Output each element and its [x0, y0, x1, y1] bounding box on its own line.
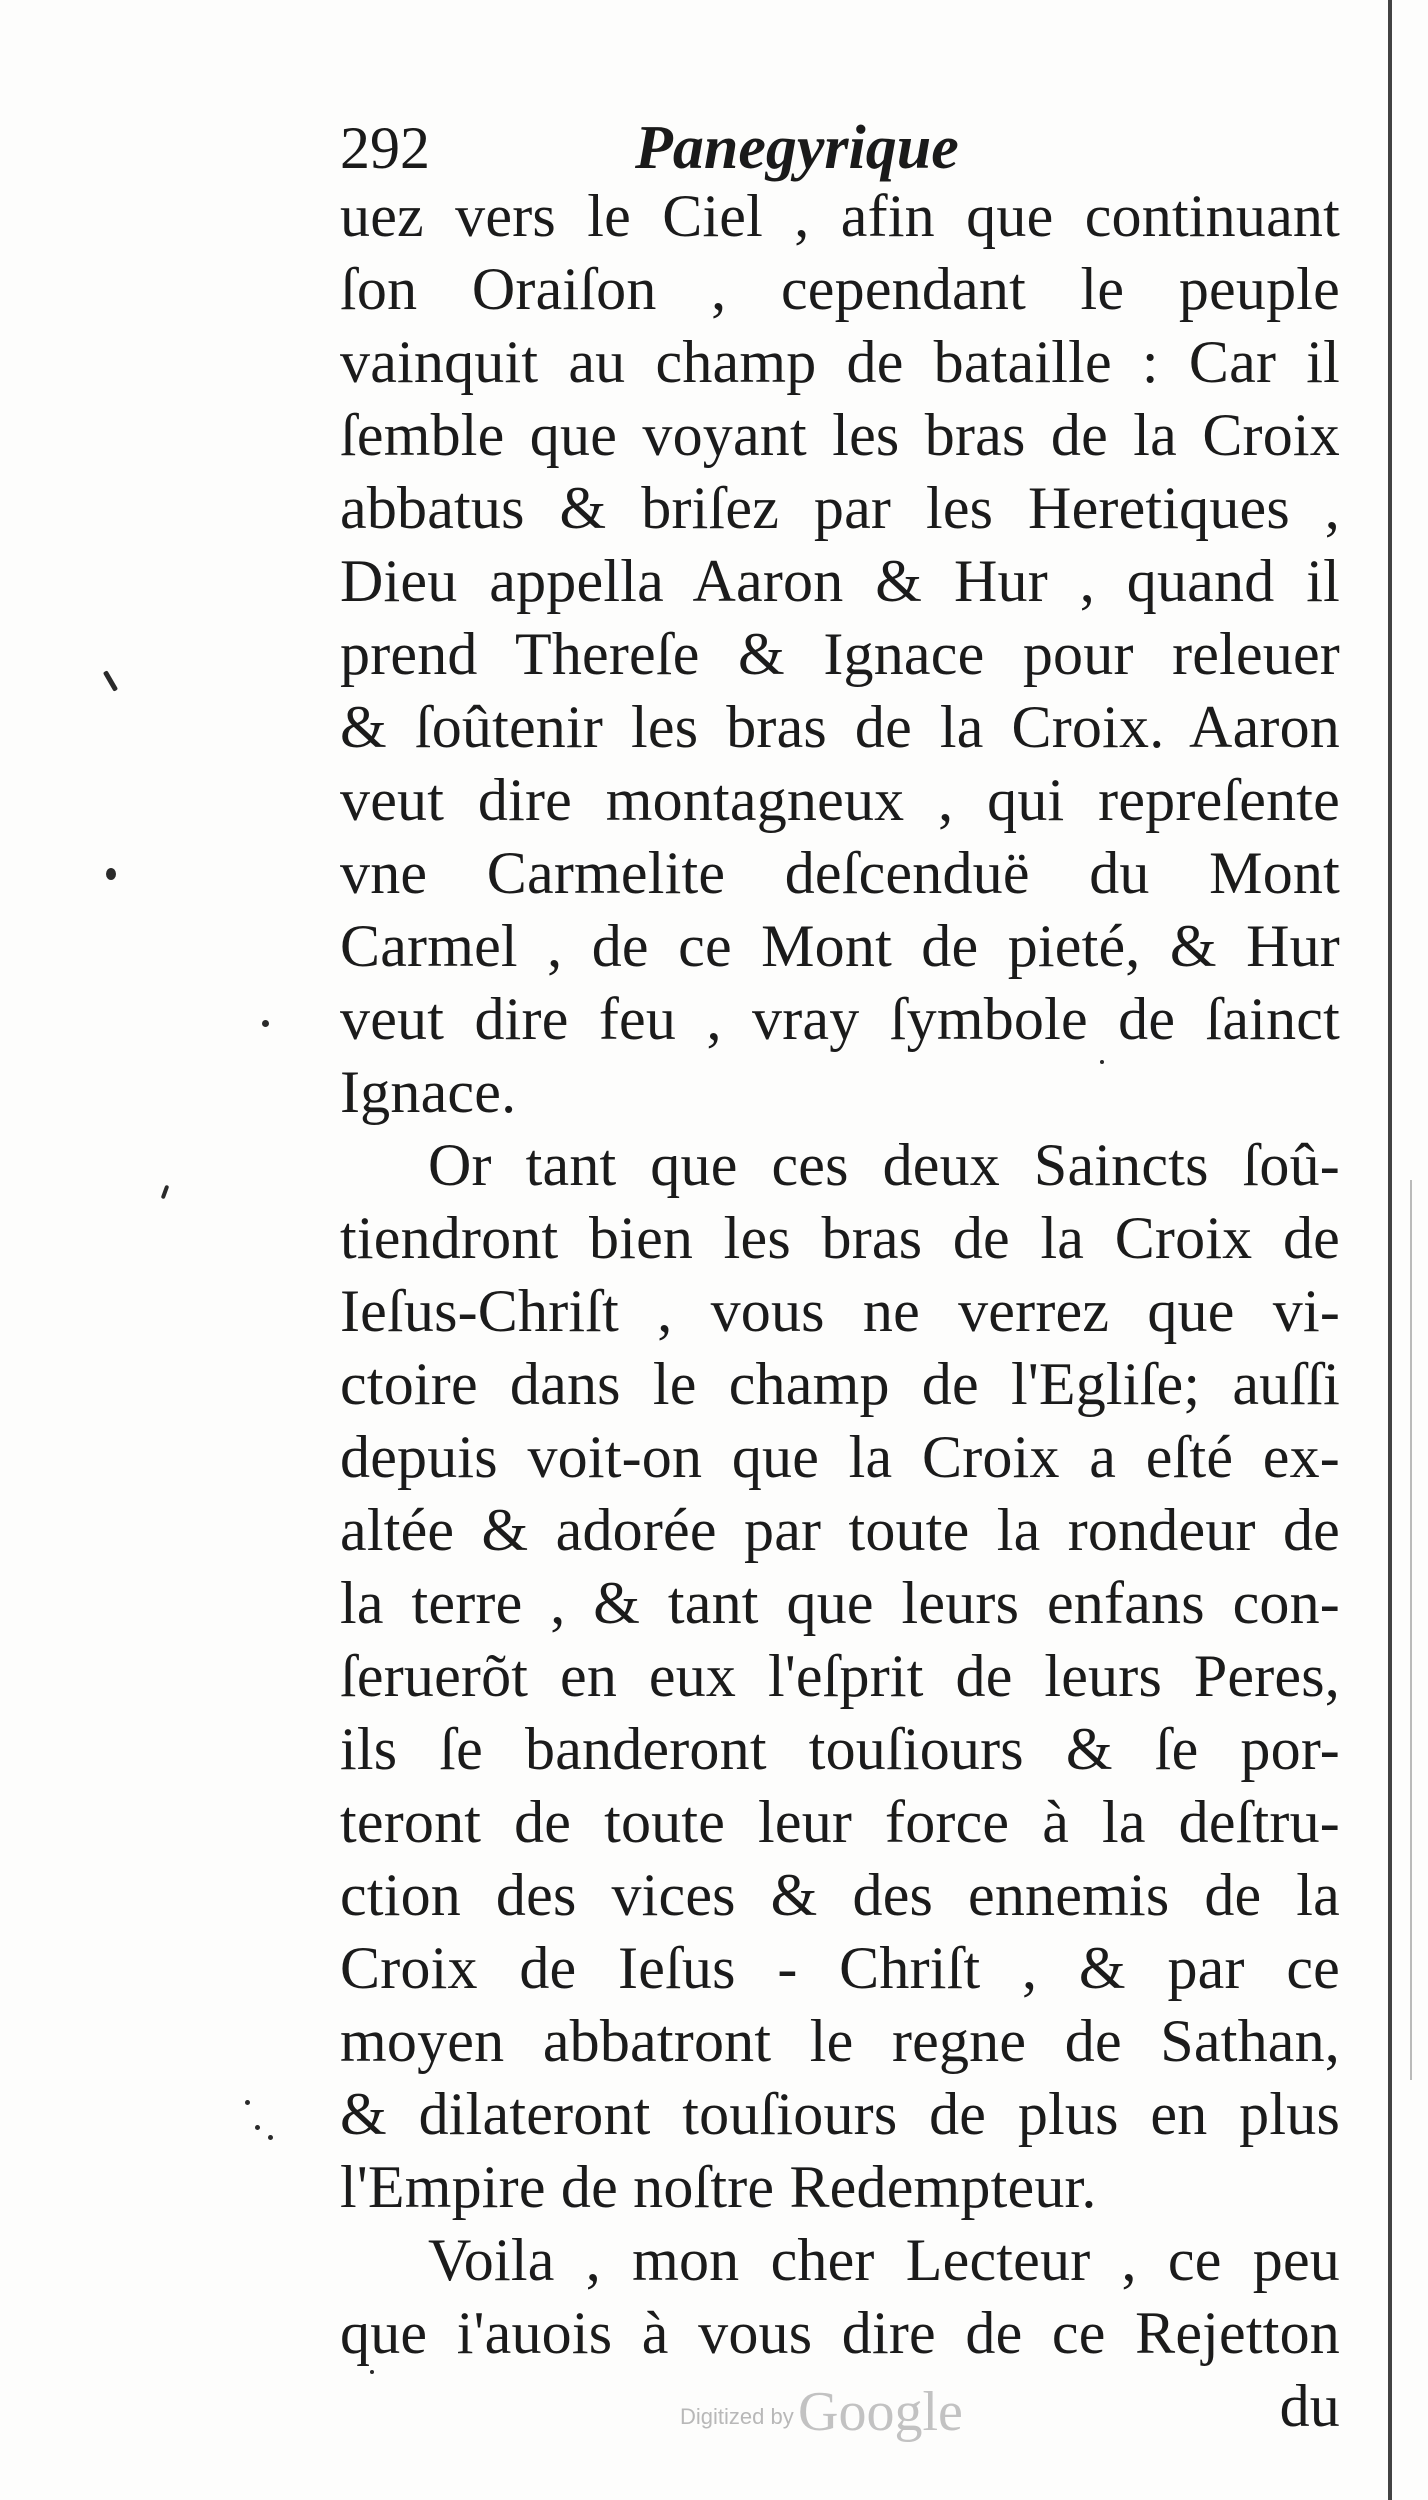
- text-line: ctoire dans le champ de l'Egliſe; auſſi: [340, 1351, 1340, 1417]
- paragraph-start-line: Voila , mon cher Lecteur , ce peu: [428, 2227, 1340, 2293]
- text-line: abbatus & briſez par les Heretiques ,: [340, 475, 1340, 541]
- text-line: veut dire montagneux , qui repreſente: [340, 767, 1340, 833]
- text-line: ils ſe banderont touſiours & ſe por-: [340, 1716, 1340, 1782]
- text-line: altée & adorée par toute la rondeur de: [340, 1497, 1340, 1563]
- text-line: uez vers le Ciel , afin que continuant: [340, 183, 1340, 249]
- scan-speck: [1100, 1060, 1104, 1064]
- text-line: ction des vices & des ennemis de la: [340, 1862, 1340, 1928]
- digitization-watermark: [680, 2380, 1000, 2450]
- paragraph-start-line: Or tant que ces deux Saincts ſoû-: [428, 1132, 1340, 1198]
- scan-speck: [262, 1020, 269, 1027]
- text-line: ſemble que voyant les bras de la Croix: [340, 402, 1340, 468]
- running-head: Panegyrique: [635, 114, 959, 182]
- watermark-prefix: Digitized by: [680, 2404, 794, 2429]
- text-line: ſon Oraiſon , cependant le peuple: [340, 256, 1340, 322]
- catchword: du: [1279, 2373, 1340, 2439]
- scan-speck: [255, 2125, 260, 2130]
- google-logo: Google: [798, 2381, 963, 2443]
- text-line: prend Thereſe & Ignace pour releuer: [340, 621, 1340, 687]
- text-line: moyen abbatront le regne de Sathan,: [340, 2008, 1340, 2074]
- text-line: Ignace.: [340, 1059, 517, 1125]
- scan-speck: [370, 2370, 374, 2374]
- text-line: & dilateront touſiours de plus en plus: [340, 2081, 1340, 2147]
- scan-speck: [103, 670, 118, 692]
- scan-speck: [106, 868, 116, 880]
- scan-speck: [245, 2100, 250, 2105]
- text-line: Croix de Ieſus - Chriſt , & par ce: [340, 1935, 1340, 2001]
- text-line: Ieſus-Chriſt , vous ne verrez que vi-: [340, 1278, 1340, 1344]
- text-line: que i'auois à vous dire de ce Rejetton: [340, 2300, 1340, 2366]
- text-line: & ſoûtenir les bras de la Croix. Aaron: [340, 694, 1340, 760]
- body-text: [340, 180, 1340, 2443]
- page-header: [340, 108, 1380, 188]
- text-line: veut dire feu , vray ſymbole de ſainct: [340, 986, 1340, 1052]
- text-line: teront de toute leur force à la deſtru-: [340, 1789, 1340, 1855]
- text-line: vne Carmelite deſcenduë du Mont: [340, 840, 1340, 906]
- text-line: la terre , & tant que leurs enfans con-: [340, 1570, 1340, 1636]
- text-line: l'Empire de noſtre Redempteur.: [340, 2154, 1097, 2220]
- page-number: 292: [340, 115, 430, 181]
- text-line: Carmel , de ce Mont de pieté, & Hur: [340, 913, 1340, 979]
- text-line: ſeruerõt en eux l'eſprit de leurs Peres,: [340, 1643, 1340, 1709]
- page-shadow-edge: [1410, 1180, 1412, 2080]
- scan-speck: [268, 2135, 273, 2140]
- page-binding-edge: [1388, 0, 1392, 2500]
- scan-speck: [161, 1185, 170, 1200]
- text-line: vainquit au champ de bataille : Car il: [340, 329, 1340, 395]
- text-line: Dieu appella Aaron & Hur , quand il: [340, 548, 1340, 614]
- text-line: depuis voit-on que la Croix a eſté ex-: [340, 1424, 1340, 1490]
- text-line: tiendront bien les bras de la Croix de: [340, 1205, 1340, 1271]
